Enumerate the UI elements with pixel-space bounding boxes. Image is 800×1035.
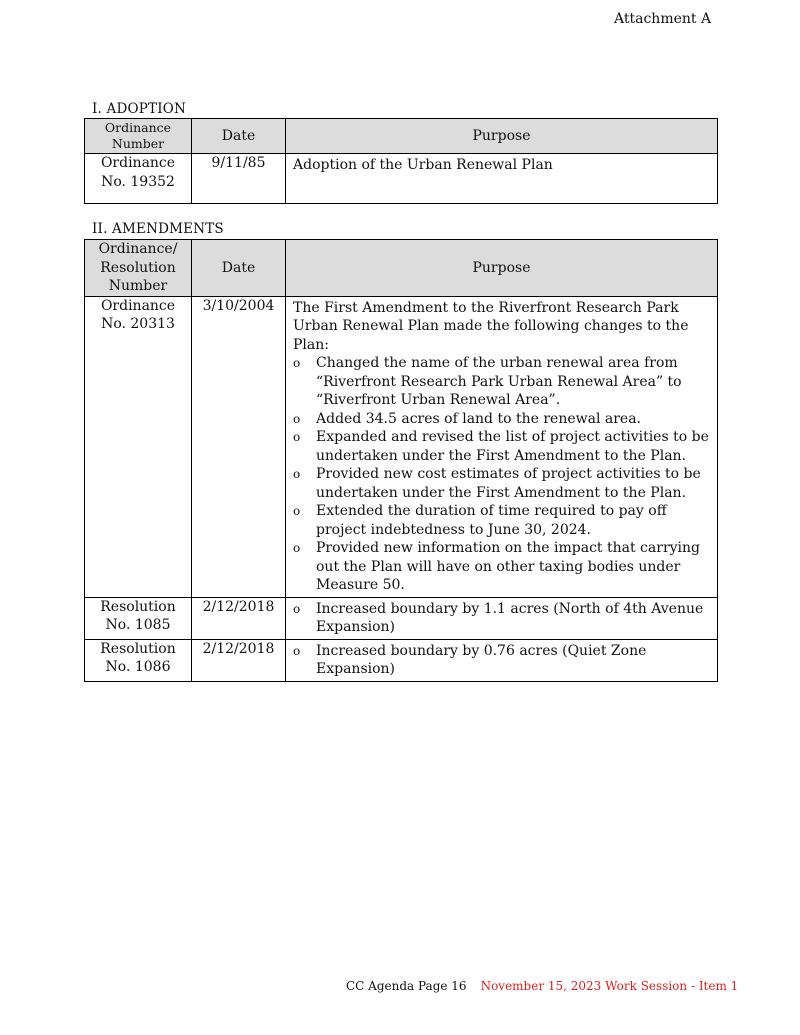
purpose-cell [286,296,718,597]
list-item: o Provided new information on the impact that carrying out the Plan will have on other taxing bodies under Measure 50. [293,539,710,595]
date-cell: 3/10/2004 [192,296,286,597]
table-row [85,296,718,597]
date-cell: 2/12/2018 [192,639,286,681]
table-row [85,154,718,204]
list-item: o Increased boundary by 0.76 acres (Quiet Zone Expansion) [293,642,710,679]
agenda-page-label: CC Agenda Page 16 [346,979,467,993]
attachment-label: Attachment A [614,11,712,27]
table-row [85,597,718,639]
list-item: o Increased boundary by 1.1 acres (North of 4th Avenue Expansion) [293,600,710,637]
resolution-number: Resolution No. 1086 [100,640,176,675]
header-date: Date [192,119,286,154]
amendments-header-row [85,240,718,297]
header-date: Date [192,240,286,297]
purpose-cell: Adoption of the Urban Renewal Plan [286,154,718,204]
adoption-header-row [85,119,718,154]
list-item: o Added 34.5 acres of land to the renewal area. [293,410,710,429]
page-footer [346,979,738,993]
purpose-bullet-list [293,354,710,595]
resolution-number-cell [85,597,192,639]
amendments-section-title: II. AMENDMENTS [92,221,224,237]
ordinance-number-cell [85,154,192,204]
purpose-cell [286,597,718,639]
ordinance-number: Ordinance No. 20313 [100,297,176,332]
list-item: o Expanded and revised the list of project activities to be undertaken under the First Amendment to the Plan. [293,428,710,465]
header-number-label: Ordinance/ Resolution Number [98,241,178,294]
purpose-intro: The First Amendment to the Riverfront Research Park Urban Renewal Plan made the following changes to the Plan: [293,299,689,353]
header-number [85,240,192,297]
header-number [85,119,192,154]
amendments-table [84,239,718,682]
resolution-number: Resolution No. 1085 [100,598,176,633]
table-row [85,639,718,681]
purpose-bullet-list [293,642,710,679]
list-item: o Provided new cost estimates of project activities to be undertaken under the First Amendment to the Plan. [293,465,710,502]
ordinance-number-cell [85,296,192,597]
list-item: o Changed the name of the urban renewal area from “Riverfront Research Park Urban Renewal Area” to “Riverfront Urban Renewal Area”. [293,354,710,410]
purpose-cell [286,639,718,681]
header-number-label: Ordinance Number [104,120,172,151]
adoption-table [84,118,718,204]
header-purpose: Purpose [286,240,718,297]
list-item: o Extended the duration of time required to pay off project indebtedness to June 30, 2024. [293,502,710,539]
adoption-section-title: I. ADOPTION [92,101,187,117]
work-session-label: November 15, 2023 Work Session - Item 1 [480,979,739,993]
date-cell: 9/11/85 [192,154,286,204]
date-cell: 2/12/2018 [192,597,286,639]
resolution-number-cell [85,639,192,681]
header-purpose: Purpose [286,119,718,154]
purpose-bullet-list [293,600,710,637]
ordinance-number: Ordinance No. 19352 [100,155,176,190]
